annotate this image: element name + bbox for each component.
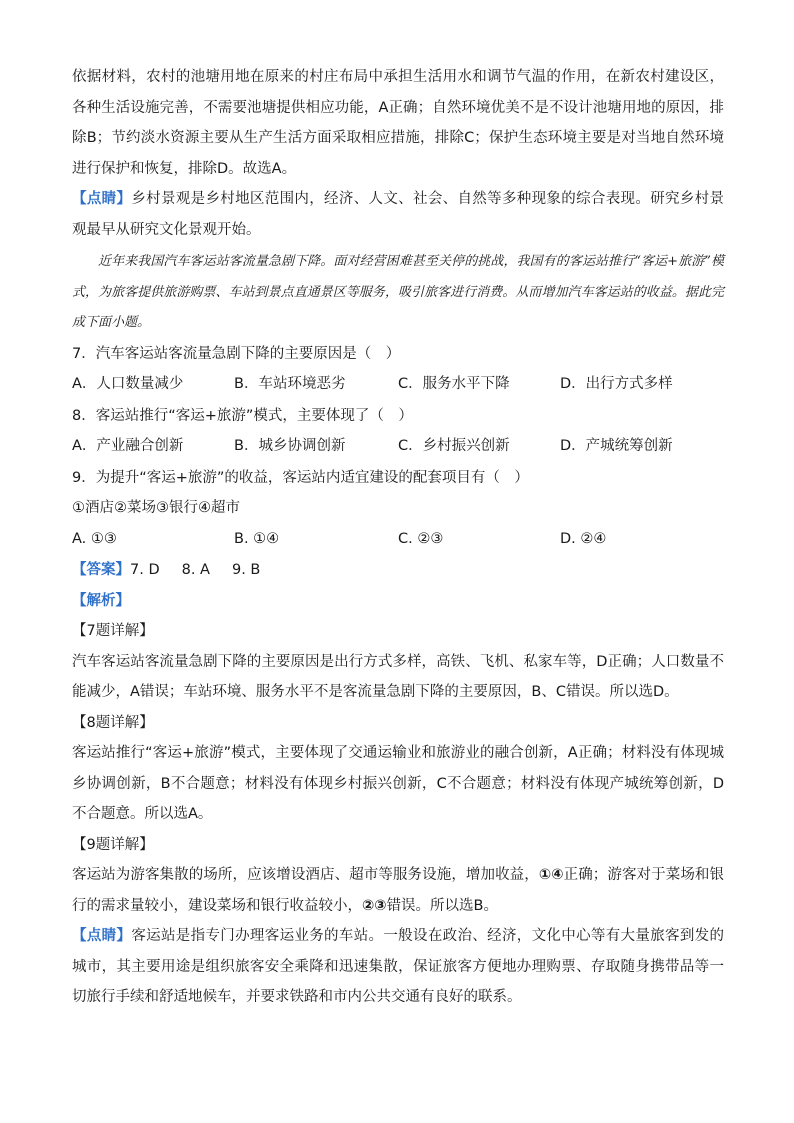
prev-analysis-paragraph: 依据材料，农村的池塘用地在原来的村庄布局中承担生活用水和调节气温的作用，在新农村建设区，各种生活设施完善，不需要池塘提供相应功能，A正确；自然环境优美不是不设计池塘用地的原因，排除B；节约淡水资源主要从生产生活方面采取相应措施，排除C；保护生态环境主要是对当地自然环境进行保护和恢复，排除D。故选A。: [72, 69, 724, 177]
detail-8-text: 客运站推行“客运+旅游”模式，主要体现了交通运输业和旅游业的融合创新，A正确；材料没有体现城乡协调创新，B不合题意；材料没有体现乡村振兴创新，C不合题意；材料没有体现产城统筹创新，D不合题意。所以选A。: [72, 745, 724, 822]
detail-9-bold-b: ②③: [362, 897, 387, 914]
option-a: A．产业融合创新: [72, 438, 184, 454]
dianjing-label: 【点睛】: [72, 928, 132, 944]
detail-9-text-b: 正确；游客对于菜场和银行的需求量较小，建设菜场和银行收益较小，: [72, 867, 725, 914]
analysis-label: 【解析】: [72, 592, 130, 609]
answer-7: 7. D: [130, 562, 160, 578]
question-9-stem: 9．为提升“客运+旅游”的收益，客运站内适宜建设的配套项目有（ ）: [72, 469, 529, 486]
question-9-items: ①酒店②菜场③银行④超市: [72, 500, 240, 516]
detail-9-heading: 【9题详解】: [72, 836, 154, 853]
option-c: C. ②③: [398, 530, 444, 547]
detail-9-text-a: 客运站为游客集散的场所，应该增设酒店、超市等服务设施，增加收益，: [72, 867, 539, 883]
option-a: A. ①③: [72, 530, 117, 547]
option-d: D. ②④: [560, 530, 607, 547]
prev-dianjing-paragraph: [72, 184, 724, 245]
option-d: D．产城统筹创新: [560, 438, 673, 454]
option-c: C．乡村振兴创新: [398, 438, 510, 454]
detail-9-bold-a: ①④: [538, 867, 564, 883]
question-7-stem: 7．汽车客运站客流量急剧下降的主要原因是（ ）: [72, 345, 401, 362]
option-b: B．车站环境恶劣: [234, 376, 346, 392]
detail-7-text: 汽车客运站客流量急剧下降的主要原因是出行方式多样，高铁、飞机、私家车等，D正确；人口数量不能减少，A错误；车站环境、服务水平不是客流量急剧下降的主要原因，B、C错误。所以选D。: [72, 653, 724, 700]
analysis-heading: [72, 586, 724, 617]
dianjing-text: 客运站是指专门办理客运业务的车站。一般设在政治、经济，文化中心等有大量旅客到发的城市，其主要用途是组织旅客安全乘降和迅速集散，保证旅客方便地办理购票、存取随身携带品等一切旅行手续和舒适地候车，并要求铁路和市内公共交通有良好的联系。: [72, 928, 725, 1005]
option-b: B. ①④: [234, 530, 280, 547]
material-passage: 近年来我国汽车客运站客流量急剧下降。面对经营困难甚至关停的挑战，我国有的客运站推行“客运+旅游”模式，为旅客提供旅游购票、车站到景点直通景区等服务，吸引旅客进行消费。从而增加汽车客运站的收益。据此完成下面小题。: [72, 254, 724, 330]
question-9-options: [72, 524, 724, 556]
option-d: D．出行方式多样: [560, 376, 673, 392]
option-a: A．人口数量减少: [72, 376, 184, 392]
dianjing-label: 【点睛】: [72, 191, 132, 207]
answer-8: 8. A: [181, 562, 210, 578]
question-8-options: [72, 431, 724, 463]
detail-7-heading: 【7题详解】: [72, 623, 154, 639]
dianjing-text: 乡村景观是乡村地区范围内，经济、人文、社会、自然等多种现象的综合表现。研究乡村景观最早从研究文化景观开始。: [72, 191, 725, 238]
question-8-stem: 8．客运站推行“客运+旅游”模式，主要体现了（ ）: [72, 407, 413, 424]
detail-8-heading: 【8题详解】: [72, 714, 154, 731]
answer-line: [72, 555, 724, 586]
detail-9-text: [72, 860, 724, 921]
answer-label: 【答案】: [72, 562, 130, 578]
option-b: B．城乡协调创新: [234, 438, 346, 454]
document-page: [72, 62, 724, 1013]
option-c: C．服务水平下降: [398, 376, 510, 392]
detail-9-text-c: 错误。所以选B。: [386, 897, 499, 914]
final-dianjing-paragraph: [72, 921, 724, 1013]
answer-9: 9. B: [231, 562, 261, 578]
question-7-options: [72, 369, 724, 401]
